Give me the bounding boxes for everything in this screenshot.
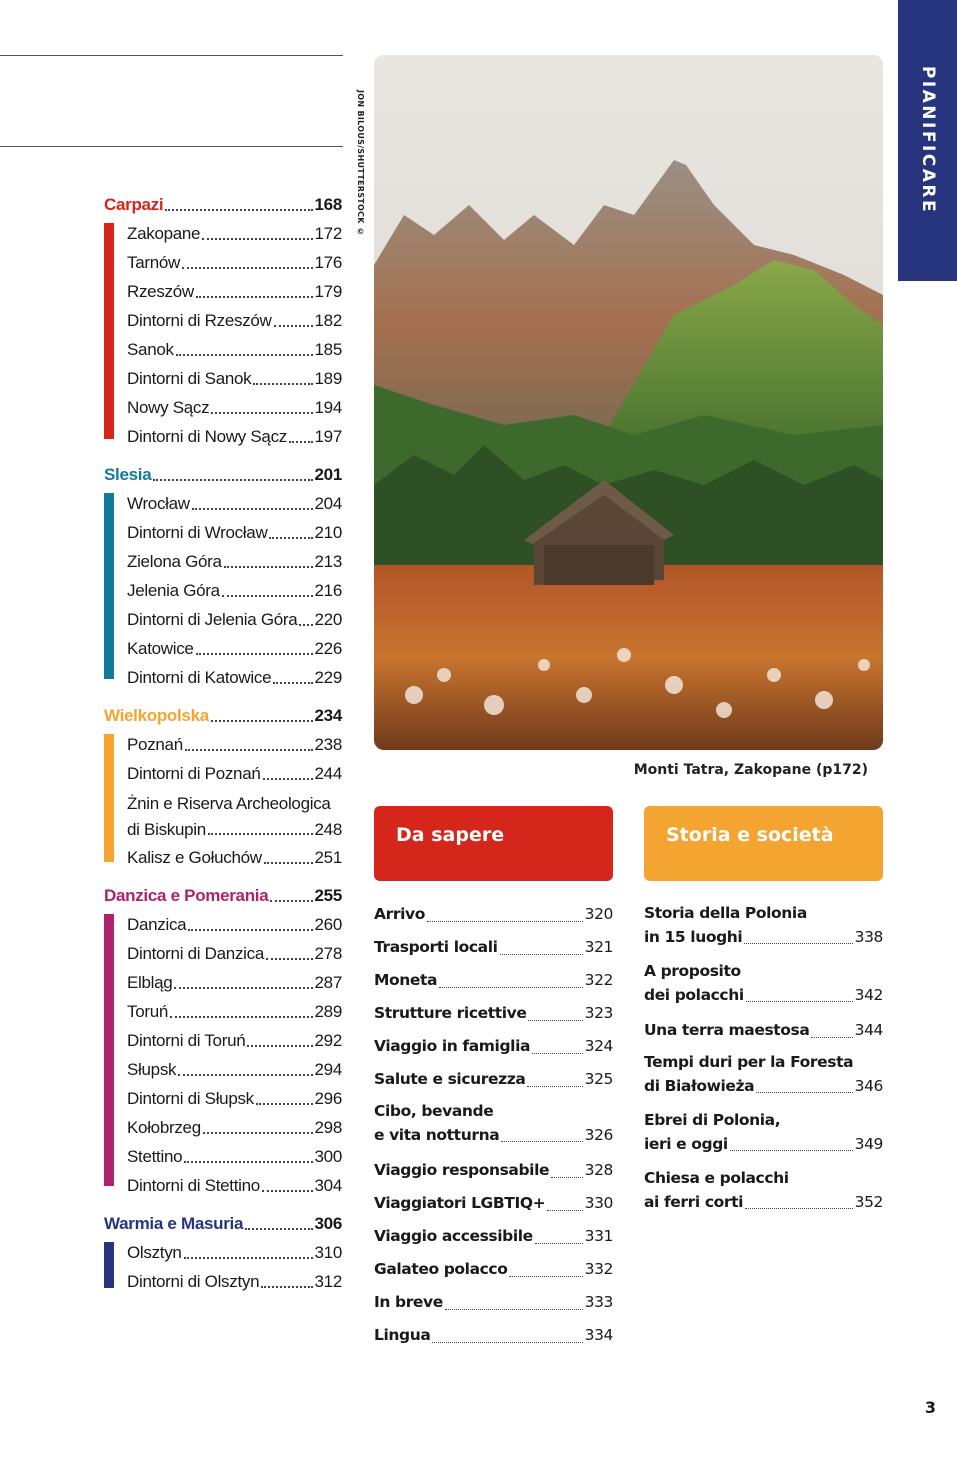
toc-entry[interactable]: Storia della Polonia in 15 luoghi 338: [644, 904, 883, 946]
region-color-bar: [104, 493, 114, 679]
toc-entry[interactable]: Elbląg 287: [127, 973, 342, 992]
tatra-landscape-photo: [374, 55, 883, 750]
storia-societa-header: Storia e società: [644, 806, 883, 881]
toc-entry[interactable]: Dintorni di Olsztyn 312: [127, 1272, 342, 1291]
toc-entry[interactable]: Słupsk 294: [127, 1060, 342, 1079]
toc-entry[interactable]: Strutture ricettive 323: [374, 1004, 613, 1022]
toc-entry[interactable]: Dintorni di Nowy Sącz 197: [127, 427, 342, 446]
region-title[interactable]: Carpazi 168: [104, 195, 342, 214]
region-carpazi: [104, 190, 342, 451]
second-rule: [0, 146, 343, 147]
toc-entry[interactable]: A proposito dei polacchi 342: [644, 962, 883, 1004]
toc-entry[interactable]: Viaggio accessibile 331: [374, 1227, 613, 1245]
toc-entry[interactable]: Viaggio in famiglia 324: [374, 1037, 613, 1055]
section-tab: [898, 0, 957, 281]
toc-entry[interactable]: Dintorni di Sanok 189: [127, 369, 342, 388]
region-danzica-pomerania: [104, 881, 342, 1200]
toc-entry[interactable]: Wrocław 204: [127, 494, 342, 513]
toc-entry[interactable]: Katowice 226: [127, 639, 342, 658]
top-rule: [0, 55, 343, 56]
region-color-bar: [104, 1242, 114, 1288]
toc-entry[interactable]: Galateo polacco 332: [374, 1260, 613, 1278]
toc-entry[interactable]: Viaggio responsabile 328: [374, 1161, 613, 1179]
toc-entry[interactable]: Zakopane 172: [127, 224, 342, 243]
toc-entry[interactable]: Dintorni di Danzica 278: [127, 944, 342, 963]
toc-entry[interactable]: Cibo, bevande e vita notturna 326: [374, 1102, 613, 1144]
region-title[interactable]: Wielkopolska 234: [104, 706, 342, 725]
photo-credit: JON BILOUS/SHUTTERSTOCK ©: [356, 90, 365, 237]
toc-entry[interactable]: Zielona Góra 213: [127, 552, 342, 571]
da-sapere-header: Da sapere: [374, 806, 613, 881]
toc-entry[interactable]: Dintorni di Wrocław 210: [127, 523, 342, 542]
toc-entry[interactable]: Dintorni di Toruń 292: [127, 1031, 342, 1050]
toc-entry[interactable]: Poznań 238: [127, 735, 342, 754]
toc-entry[interactable]: Stettino 300: [127, 1147, 342, 1166]
storia-societa-list: [644, 898, 883, 1221]
region-color-bar: [104, 734, 114, 862]
toc-entry[interactable]: Toruń 289: [127, 1002, 342, 1021]
toc-entry[interactable]: Olsztyn 310: [127, 1243, 342, 1262]
toc-entry[interactable]: Tempi duri per la Foresta di Białowieża 346: [644, 1053, 883, 1095]
toc-entry[interactable]: Żnin e Riserva Archeologica di Biskupin 248: [127, 794, 342, 839]
toc-entry[interactable]: Ebrei di Polonia, ieri e oggi 349: [644, 1111, 883, 1153]
toc-entry[interactable]: Rzeszów 179: [127, 282, 342, 301]
toc-entry[interactable]: Una terra maestosa 344: [644, 1021, 883, 1039]
region-title[interactable]: Slesia 201: [104, 465, 342, 484]
toc-entry[interactable]: Chiesa e polacchi ai ferri corti 352: [644, 1169, 883, 1211]
section-tab-label: PIANIFICARE: [917, 65, 938, 215]
toc-entry[interactable]: Salute e sicurezza 325: [374, 1070, 613, 1088]
region-warmia-masuria: [104, 1209, 342, 1296]
region-slesia: [104, 460, 342, 692]
toc-entry[interactable]: Danzica 260: [127, 915, 342, 934]
toc-entry[interactable]: Moneta 322: [374, 971, 613, 989]
toc-entry[interactable]: Dintorni di Stettino 304: [127, 1176, 342, 1195]
region-color-bar: [104, 914, 114, 1186]
photo-caption: Monti Tatra, Zakopane (p172): [633, 762, 868, 778]
toc-entry[interactable]: Dintorni di Katowice 229: [127, 668, 342, 687]
toc-entry[interactable]: Jelenia Góra 216: [127, 581, 342, 600]
region-wielkopolska: [104, 701, 342, 872]
toc-regions: [104, 190, 342, 1305]
toc-entry[interactable]: Nowy Sącz 194: [127, 398, 342, 417]
toc-entry[interactable]: Lingua 334: [374, 1326, 613, 1344]
region-title[interactable]: Danzica e Pomerania 255: [104, 886, 342, 905]
toc-entry[interactable]: Dintorni di Słupsk 296: [127, 1089, 342, 1108]
toc-entry[interactable]: Viaggiatori LGBTIQ+ 330: [374, 1194, 613, 1212]
page-number: 3: [924, 1398, 936, 1417]
toc-entry[interactable]: Kołobrzeg 298: [127, 1118, 342, 1137]
region-title[interactable]: Warmia e Masuria 306: [104, 1214, 342, 1233]
toc-entry[interactable]: Tarnów 176: [127, 253, 342, 272]
toc-entry[interactable]: Kalisz e Gołuchów 251: [127, 848, 342, 867]
toc-entry[interactable]: Dintorni di Poznań 244: [127, 764, 342, 783]
toc-entry[interactable]: Dintorni di Rzeszów 182: [127, 311, 342, 330]
toc-entry[interactable]: Trasporti locali 321: [374, 938, 613, 956]
toc-entry[interactable]: Dintorni di Jelenia Góra 220: [127, 610, 342, 629]
region-color-bar: [104, 223, 114, 439]
da-sapere-list: [374, 898, 613, 1352]
toc-entry[interactable]: Arrivo 320: [374, 905, 613, 923]
toc-entry[interactable]: In breve 333: [374, 1293, 613, 1311]
toc-entry[interactable]: Sanok 185: [127, 340, 342, 359]
